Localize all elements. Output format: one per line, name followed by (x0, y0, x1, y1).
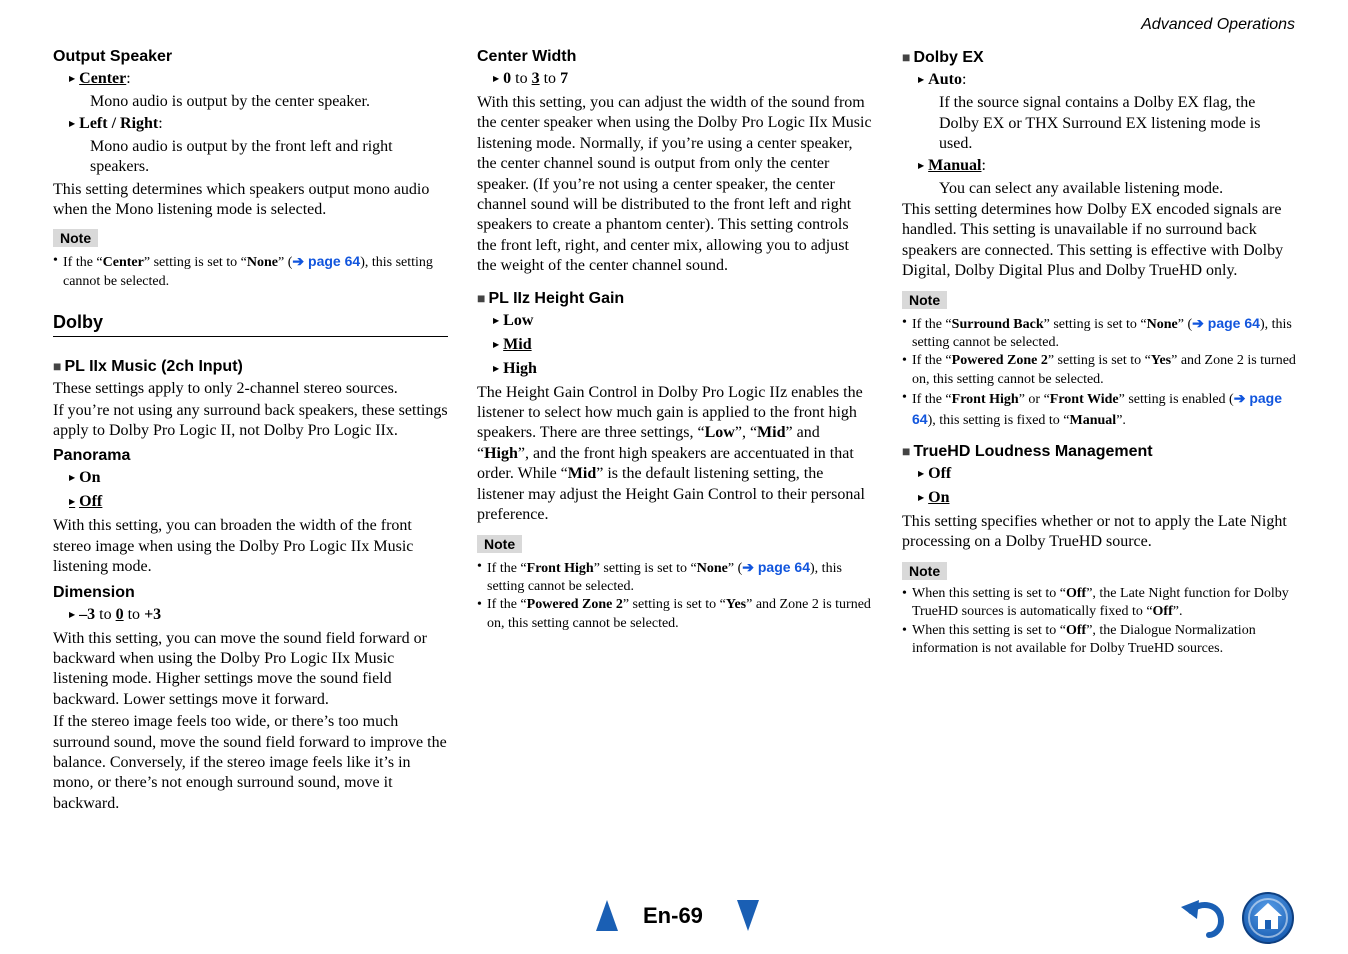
option-auto-desc: If the source signal contains a Dolby EX flag, the Dolby EX or THX Surround EX listening mode is used. (939, 94, 1261, 152)
option-off: ▶ Off (69, 491, 448, 515)
note-item: • If the “Front High” setting is set to “None” (➔ page 64), this setting cannot be selected. (477, 558, 872, 597)
center-width-heading: Center Width (477, 48, 577, 65)
pl2x-heading: ■ PL IIx Music (2ch Input) (53, 355, 448, 378)
note-item: • If the “Front High” or “Front Wide” setting is enabled (➔ page 64), this setting is fixed to “Manual”. (902, 389, 1297, 430)
note-list (902, 585, 1297, 659)
option-low: ▶ Low (493, 310, 872, 334)
dimension-heading: Dimension (53, 583, 135, 601)
column-2 (477, 46, 872, 633)
note-label: Note (902, 562, 947, 580)
note-item: • When this setting is set to “Off”, the Late Night function for Dolby TrueHD sources is automatically fixed to “Off”. (902, 585, 1297, 622)
section-header: Advanced Operations (1141, 16, 1295, 33)
option-off: ▶ Off (918, 463, 1297, 487)
option-manual-desc: You can select any available listening mode. (939, 179, 1224, 197)
home-icon[interactable] (1241, 891, 1295, 950)
page-64-link[interactable]: ➔ page 64 (292, 253, 361, 270)
note-item: • If the “Powered Zone 2” setting is set to “Yes” and Zone 2 is turned on, this setting cannot be selected. (902, 352, 1297, 389)
height-gain-body: The Height Gain Control in Dolby Pro Logic IIz enables the listener to select how much gain is applied to the front high speakers. There are three settings, “Low”, “Mid” and “High”, and the front high speakers are accentuated in that order. While “Mid” is the default listening setting, the listener may adjust the Height Gain Control to their personal preference. (477, 383, 865, 524)
panorama-heading: Panorama (53, 447, 131, 465)
pl2x-para-1: These settings apply to only 2-channel stereo sources. (53, 380, 398, 398)
dolby-section-title: Dolby (53, 312, 448, 337)
dolby-ex-body: This setting determines how Dolby EX encoded signals are handled. This setting is unavailable if no surround back speakers are connected. This setting is effective with Dolby Digital, Dolby Digital Plus and Dolby TrueHD only. (902, 201, 1284, 280)
note-item: • If the “Center” setting is set to “None” (➔ page 64), this setting cannot be selected. (53, 252, 448, 291)
panorama-body: With this setting, you can broaden the width of the front stereo image when using the Dolby Pro Logic IIx Music listening mode. (53, 517, 414, 576)
option-left-right-desc: Mono audio is output by the front left and right speakers. (90, 137, 393, 175)
note-item: • If the “Powered Zone 2” setting is set to “Yes” and Zone 2 is turned on, this setting cannot be selected. (477, 596, 872, 633)
note-item: • If the “Surround Back” setting is set to “None” (➔ page 64), this setting cannot be selected. (902, 314, 1297, 353)
option-left-right: ▶ Left / Right: (69, 113, 448, 137)
column-3 (902, 46, 1297, 659)
next-page-icon[interactable] (737, 900, 759, 931)
option-high: ▶ High (493, 358, 872, 382)
option-on: ▶ On (69, 467, 448, 491)
option-auto: ▶ Auto: (918, 69, 1297, 93)
center-width-body: With this setting, you can adjust the width of the sound from the center speaker when using the Dolby Pro Logic IIx Music listening mode. Normally, if you’re using a center speaker, the center channel sound is output from only the center speaker. (If you’re not using a center speaker, the center channel sound will be distributed to the front left and right speakers to create a phantom center). This setting controls the front left, right, and center mix, allowing you to adjust the weight of the center channel sound. (477, 94, 872, 275)
output-speaker-heading: Output Speaker (53, 48, 173, 65)
dimension-para-2: If the stereo image feels too wide, or there’s too much surround sound, move the sound field forward to improve the balance. Conversely, if the stereo image feels like it’s in mono, or there’s not enough surround sound, move it backward. (53, 713, 447, 812)
page-number: En-69 (643, 902, 703, 928)
page-64-link[interactable]: ➔ page 64 (1192, 314, 1260, 331)
option-on: ▶ On (918, 487, 1297, 511)
note-list (477, 558, 872, 634)
note-label: Note (53, 229, 98, 247)
option-center: ▶ Center: (69, 68, 448, 92)
column-1 (53, 46, 448, 814)
option-mid: ▶ Mid (493, 334, 872, 358)
previous-page-icon[interactable] (596, 900, 618, 931)
output-speaker-body: This setting determines which speakers output mono audio when the Mono listening mode is selected. (53, 180, 430, 218)
center-width-range: ▶ 0 to 3 to 7 (493, 68, 872, 92)
dolby-ex-heading: ■ Dolby EX (902, 46, 1297, 69)
height-gain-heading: ■ PL IIz Height Gain (477, 287, 872, 310)
back-icon[interactable] (1181, 897, 1229, 944)
option-manual: ▶ Manual: (918, 155, 1297, 179)
note-item: • When this setting is set to “Off”, the Dialogue Normalization information is not available for Dolby TrueHD sources. (902, 622, 1297, 659)
dimension-para-1: With this setting, you can move the sound field forward or backward when using the Dolby Pro Logic IIx Music listening mode. Higher settings move the sound field backward. Lower settings move it forward. (53, 629, 427, 708)
note-label: Note (477, 535, 522, 553)
dimension-range: ▶ –3 to 0 to +3 (69, 604, 448, 628)
page-64-link[interactable]: ➔ page 64 (912, 390, 1283, 427)
truehd-body: This setting specifies whether or not to apply the Late Night processing on a Dolby TrueHD source. (902, 513, 1287, 551)
option-center-desc: Mono audio is output by the center speaker. (90, 93, 370, 110)
page-64-link[interactable]: ➔ page 64 (742, 558, 811, 575)
note-list (902, 314, 1297, 430)
note-label: Note (902, 291, 947, 309)
pl2x-para-2: If you’re not using any surround back speakers, these settings apply to Dolby Pro Logic II, not Dolby Pro Logic IIx. (53, 401, 448, 439)
page-navigation (596, 900, 759, 931)
truehd-heading: ■ TrueHD Loudness Management (902, 440, 1297, 463)
note-list (53, 252, 448, 291)
